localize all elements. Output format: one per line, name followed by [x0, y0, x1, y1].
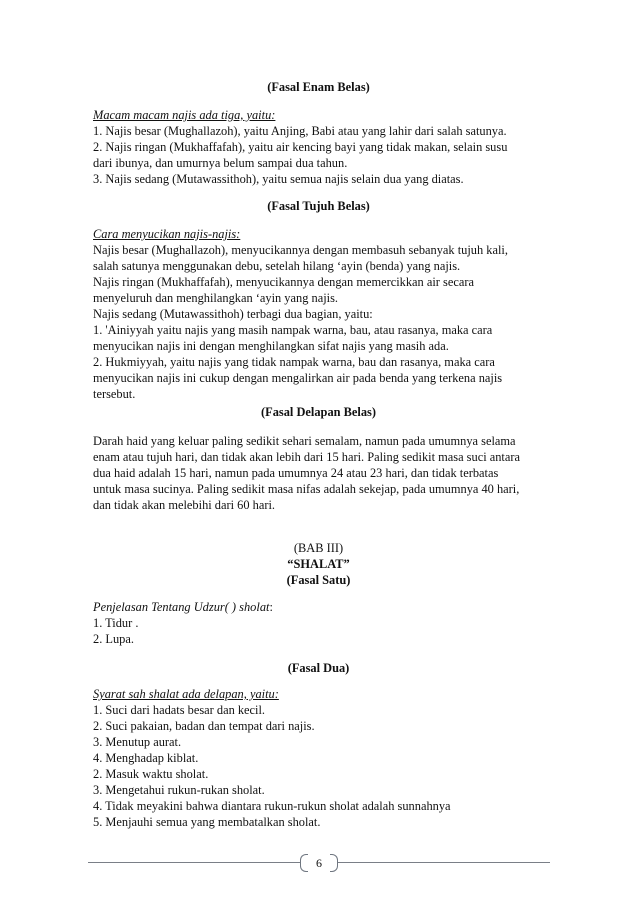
- text-line: menyucikan najis ini dengan menghilangkan sifat najis yang masih ada.: [93, 339, 449, 353]
- heading-fasal-dua: (Fasal Dua): [287, 661, 350, 675]
- text-line: 1. 'Ainiyyah yaitu najis yang masih nampak warna, bau, atau rasanya, maka cara: [93, 323, 493, 337]
- page-number-bracket-left: [300, 854, 308, 872]
- text-line: Najis sedang (Mutawassithoh) terbagi dua bagian, yaitu:: [93, 307, 373, 321]
- text-line: 3. Najis sedang (Mutawassithoh), yaitu semua najis selain dua yang diatas.: [93, 172, 464, 186]
- heading-fasal-delapan-belas: (Fasal Delapan Belas): [261, 405, 376, 419]
- text-line: tersebut.: [93, 387, 136, 401]
- heading-fasal-enam-belas: (Fasal Enam Belas): [267, 80, 370, 94]
- intro-cara-menyucikan: Cara menyucikan najis-najis:: [93, 227, 241, 241]
- text-line: untuk masa sucinya. Paling sedikit masa nifas adalah sekejap, pada umumnya 40 hari,: [93, 482, 520, 496]
- text-line: dan tidak akan melebihi dari 60 hari.: [93, 498, 276, 512]
- text-line: 5. Menjauhi semua yang membatalkan sholat.: [93, 815, 321, 829]
- text-line: 4. Tidak meyakini bahwa diantara rukun-rukun sholat adalah sunnahnya: [93, 799, 451, 813]
- text-line: Najis ringan (Mukhaffafah), menyucikannya dengan memercikkan air secara: [93, 275, 474, 289]
- intro-macam-najis: Macam macam najis ada tiga, yaitu:: [93, 108, 276, 122]
- footer-rule-left: [88, 862, 300, 863]
- heading-fasal-satu: (Fasal Satu): [286, 573, 351, 587]
- chapter-title: “SHALAT”: [287, 557, 350, 571]
- page-number: 6: [316, 856, 322, 870]
- text-line: 3. Mengetahui rukun-rukan sholat.: [93, 783, 265, 797]
- text-line: 2. Suci pakaian, badan dan tempat dari najis.: [93, 719, 315, 733]
- text-line: Najis besar (Mughallazoh), menyucikannya dengan membasuh sebanyak tujuh kali,: [93, 243, 508, 257]
- text-line: dari ibunya, dan umurnya belum sampai dua tahun.: [93, 156, 348, 170]
- text-line: dua haid adalah 15 hari, namun pada umumnya 24 atau 23 hari, dan tidak terbatas: [93, 466, 499, 480]
- intro-udzur-text: Penjelasan Tentang Udzur( ) sholat: [93, 600, 270, 614]
- text-line: enam atau tujuh hari, dan tidak akan lebih dari 15 hari. Paling sedikit masa suci antara: [93, 450, 520, 464]
- text-line: 2. Masuk waktu sholat.: [93, 767, 209, 781]
- chapter-label: (BAB III): [293, 541, 344, 555]
- intro-udzur-colon: :: [269, 600, 273, 614]
- text-line: salah satunya menggunakan debu, setelah hilang ‘ayin (benda) yang najis.: [93, 259, 461, 273]
- footer-rule-right: [338, 862, 550, 863]
- text-line: Darah haid yang keluar paling sedikit sehari semalam, namun pada umumnya selama: [93, 434, 516, 448]
- text-line: menyeluruh dan menghilangkan ‘ayin yang najis.: [93, 291, 338, 305]
- intro-syarat-sah: Syarat sah shalat ada delapan, yaitu:: [93, 687, 279, 701]
- text-line: 1. Suci dari hadats besar dan kecil.: [93, 703, 266, 717]
- text-line: 4. Menghadap kiblat.: [93, 751, 199, 765]
- heading-fasal-tujuh-belas: (Fasal Tujuh Belas): [267, 199, 370, 213]
- intro-udzur: [93, 599, 273, 615]
- text-line: 3. Menutup aurat.: [93, 735, 182, 749]
- page-number-bracket-right: [330, 854, 338, 872]
- text-line: 2. Najis ringan (Mukhaffafah), yaitu air kencing bayi yang tidak makan, selain susu: [93, 140, 508, 154]
- text-line: 1. Najis besar (Mughallazoh), yaitu Anjing, Babi atau yang lahir dari salah satunya.: [93, 124, 507, 138]
- text-line: 2. Lupa.: [93, 632, 134, 646]
- text-line: 1. Tidur .: [93, 616, 139, 630]
- text-line: menyucikan najis ini cukup dengan mengalirkan air pada benda yang terkena najis: [93, 371, 503, 385]
- text-line: 2. Hukmiyyah, yaitu najis yang tidak nampak warna, bau dan rasanya, maka cara: [93, 355, 495, 369]
